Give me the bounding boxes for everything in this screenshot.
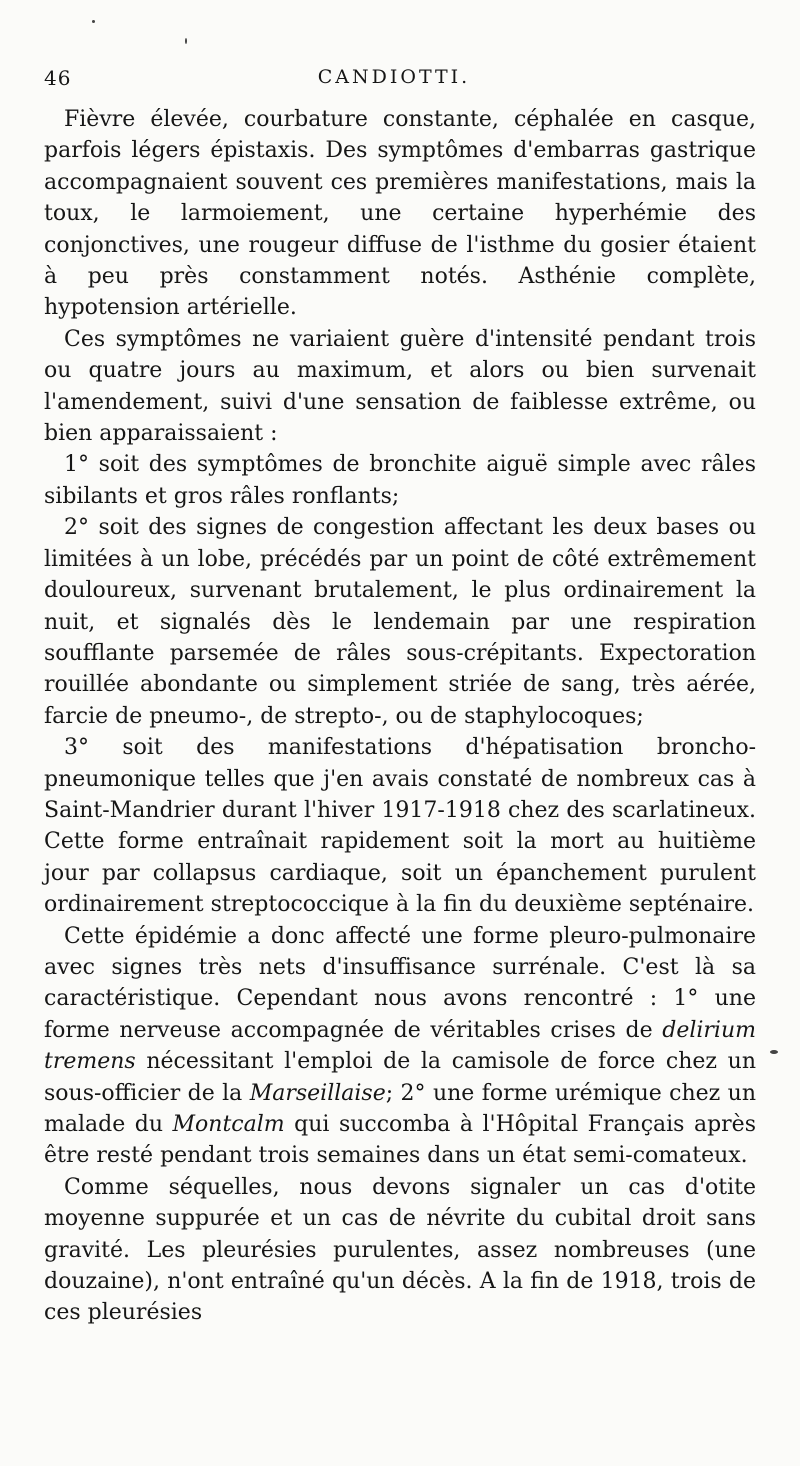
paragraph: [44, 732, 756, 920]
text-run: ; 2° une forme urémique chez un malade du: [44, 1080, 756, 1137]
italic-text: delirium tremens: [44, 1017, 756, 1075]
paragraph: [44, 449, 756, 512]
text-run: 1° soit des symptômes de bronchite aiguë simple avec râles sibilants et gros râles ronflants;: [44, 452, 756, 509]
italic-text: Marseillaise: [249, 1080, 386, 1106]
paragraph: [44, 512, 756, 732]
paragraph: [44, 324, 756, 450]
text-run: Ces symptômes ne variaient guère d'intensité pendant trois ou quatre jours au maximum, et alors ou bien survenait l'amendement, suivi d'une sensation de faiblesse extrême, ou bien apparaissaient :: [44, 326, 756, 447]
print-speck: [92, 20, 95, 23]
print-speck: [185, 38, 187, 44]
page-header: [44, 66, 744, 96]
paragraph: [44, 104, 756, 324]
text-run: Fièvre élevée, courbature constante, céphalée en casque, parfois légers épistaxis. Des symptômes d'embarras gastrique accompagnaient souvent ces premières manifestations, mais la toux, le larmoiement, une certaine hyperhémie des conjonctives, une rougeur diffuse de l'isthme du gosier étaient à peu près constamment notés. Asthénie complète, hypotension artérielle.: [44, 107, 756, 321]
italic-text: Montcalm: [172, 1112, 285, 1137]
text-run: 3° soit des manifestations d'hépatisation broncho-pneumonique telles que j'en avais constaté de nombreux cas à Saint-Mandrier durant l'hiver 1917-1918 chez des scarlatineux. Cette forme entraînait rapidement soit la mort au huitième jour par collapsus cardiaque, soit un épanchement purulent ordinairement streptococcique à la fin du deuxième septénaire.: [44, 735, 756, 918]
body-text: [44, 104, 756, 1329]
running-title: CANDIOTTI.: [317, 66, 471, 88]
text-run: 2° soit des signes de congestion affectant les deux bases ou limitées à un lobe, précédés par un point de côté extrêmement douloureux, survenant brutalement, le plus ordinairement la nuit, et signalés dès le lendemain par une respiration soufflante parsemée de râles sous-crépitants. Expectoration rouillée abondante ou simplement striée de sang, très aérée, farcie de pneumo-, de strepto-, ou de staphylocoques;: [44, 515, 756, 729]
paragraph: [44, 1172, 756, 1329]
text-run: Comme séquelles, nous devons signaler un cas d'otite moyenne suppurée et un cas de névrite du cubital droit sans gravité. Les pleurésies purulentes, assez nombreuses (une douzaine), n'ont entraîné qu'un décès. A la fin de 1918, trois de ces pleurésies: [44, 1174, 756, 1326]
text-run: nécessitant l'emploi de la camisole de force chez un sous-officier de la: [44, 1049, 756, 1106]
paragraph: [44, 921, 756, 1172]
print-speck: [770, 1050, 778, 1054]
text-run: Cette épidémie a donc affecté une forme pleuro-pulmonaire avec signes très nets d'insuffisance surrénale. C'est là sa caractéristique. Cependant nous avons rencontré : 1° une forme nerveuse accompagnée de véritables crises de: [44, 923, 756, 1043]
text-run: qui succomba à l'Hôpital Français après être resté pendant trois semaines dans un état semi-comateux.: [44, 1112, 756, 1169]
page-number: 46: [44, 66, 72, 90]
